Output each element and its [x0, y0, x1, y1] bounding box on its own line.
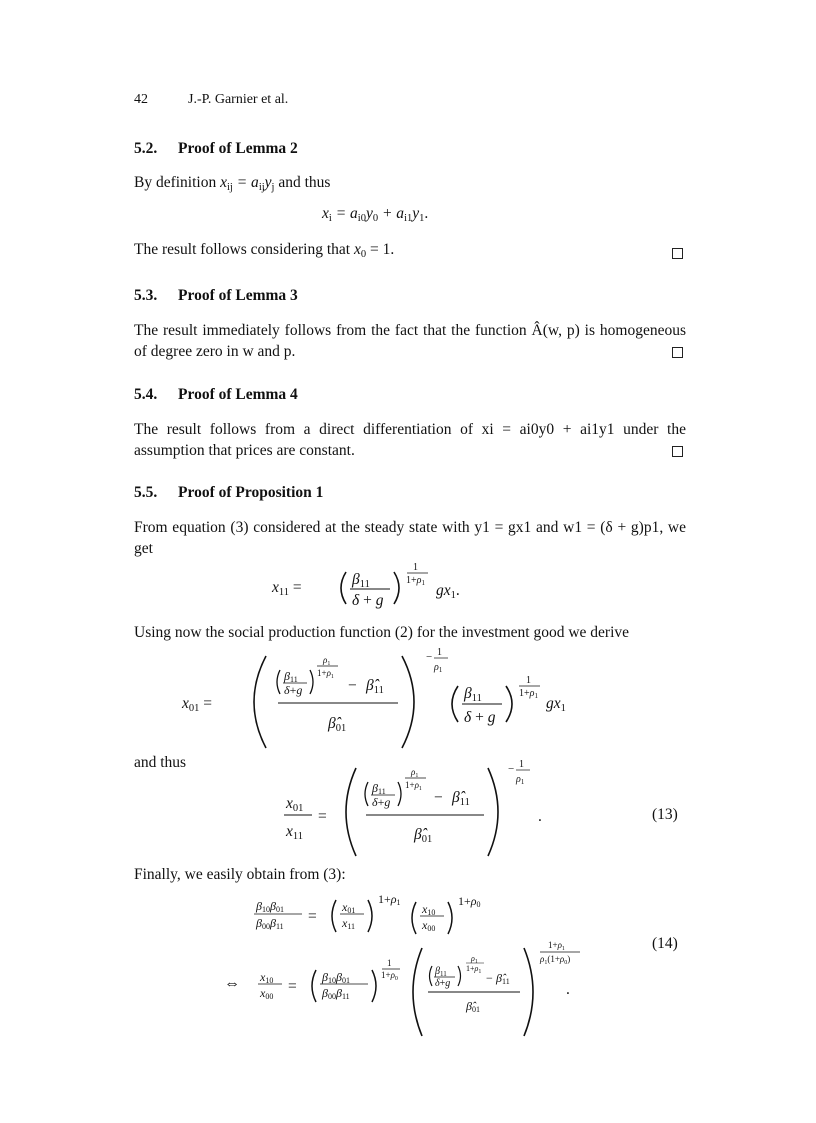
section-title: Proof of Lemma 2	[178, 140, 298, 157]
section-number: 5.4.	[134, 386, 158, 403]
section-heading-5-4	[134, 386, 298, 404]
svg-text:δ+g: δ+g	[435, 978, 451, 989]
svg-text:β̂11: β̂11	[366, 677, 384, 696]
svg-text:gx1: gx1	[546, 695, 566, 714]
page-number: 42	[134, 92, 148, 107]
finally-line: Finally, we easily obtain from (3):	[134, 866, 346, 883]
equation-x11	[270, 562, 530, 612]
svg-text:β̂11: β̂11	[496, 971, 510, 986]
svg-text:ρ1: $\rho_1$	[323, 655, 331, 667]
svg-text:β10β01: β10β01	[256, 899, 284, 914]
svg-text:x10: x10	[422, 902, 436, 917]
svg-text:β00β11: β00β11	[256, 916, 284, 931]
equation-label-13: (13)	[652, 806, 678, 823]
section-heading-5-5	[134, 484, 323, 502]
section-number: 5.5.	[134, 484, 158, 501]
svg-text:ρ1: $\rho_1$	[434, 662, 443, 674]
svg-text:1+ρ1: $1+\rho_1$	[317, 668, 334, 680]
svg-text:−: −	[508, 763, 515, 775]
svg-text:1: 1	[387, 958, 392, 968]
s55-intro: From equation (3) considered at the steady state with y1 = gx1 and w1 = (δ + g)p1, we get	[134, 519, 686, 557]
svg-text:1+ρ0: $1+\rho_0$	[381, 970, 398, 982]
svg-text:ρ1: $\rho_1$	[516, 774, 525, 786]
equation-14a	[250, 892, 530, 940]
s52-intro-a: By definition	[134, 174, 217, 191]
svg-text:1+ρ1: $1+\rho_1$	[519, 688, 538, 700]
svg-text:1: 1	[526, 675, 531, 686]
section-heading-5-2	[134, 140, 298, 158]
svg-text:1+ρ1: 1+ρ1	[378, 892, 401, 907]
svg-text:1+ρ1: $1+\rho_1$	[548, 940, 565, 952]
svg-text:1+ρ1: $1+\rho_1$	[406, 575, 425, 587]
section-heading-5-3	[134, 287, 298, 305]
svg-text:1+ρ0: 1+ρ0	[458, 894, 481, 909]
svg-text:1: 1	[413, 562, 418, 573]
qed-box	[672, 446, 683, 457]
section-title: Proof of Proposition 1	[178, 484, 324, 501]
svg-text:β00β11: β00β11	[322, 986, 350, 1001]
svg-text:=: =	[308, 908, 317, 925]
and-thus-line: and thus	[134, 754, 187, 771]
svg-text:.: .	[538, 808, 542, 825]
svg-text:−: −	[426, 651, 433, 663]
svg-text:β̂01: β̂01	[328, 715, 347, 734]
svg-text:.: .	[566, 981, 570, 998]
svg-text:x00: x00	[260, 986, 274, 1001]
svg-text:1+ρ1: $1+\rho_1$	[466, 964, 482, 975]
s52-result-line: The result follows considering that $x_0 = 1$.	[134, 241, 395, 260]
equation-label-14: (14)	[652, 935, 678, 952]
svg-text:x01 =: x01 =	[182, 695, 213, 714]
xij-definition: $x_{ij} = a_{ij}y_j$	[220, 174, 275, 193]
svg-text:1+ρ1: $1+\rho_1$	[405, 780, 422, 792]
svg-text:=: =	[288, 978, 297, 995]
svg-text:δ+g: δ+g	[372, 795, 391, 809]
svg-text:β̂01: β̂01	[466, 999, 480, 1014]
running-head	[134, 92, 288, 108]
svg-text:x01: x01	[342, 900, 356, 915]
qed-box	[672, 248, 683, 259]
svg-text:x01: x01	[286, 795, 304, 814]
svg-text:β10β01: β10β01	[322, 970, 350, 985]
section-number: 5.2.	[134, 140, 158, 157]
svg-text:β11: β11	[284, 669, 298, 684]
svg-text:β11: β11	[352, 571, 370, 590]
section-title: Proof of Lemma 4	[178, 386, 298, 403]
svg-text:x11: x11	[286, 823, 304, 842]
svg-text:β11: $\beta_{11}$	[435, 966, 447, 978]
svg-text:x10: x10	[260, 970, 274, 985]
svg-text:1: 1	[437, 647, 442, 658]
svg-text:ρ1: $\rho_1$	[471, 954, 478, 965]
svg-text:ρ1: $\rho_1$	[411, 767, 419, 779]
s52-intro-b: and thus	[278, 174, 331, 191]
svg-text:β11: β11	[372, 781, 386, 796]
svg-text:δ + g: δ + g	[352, 592, 384, 609]
svg-text:β̂01: β̂01	[414, 826, 433, 845]
svg-text:δ+g: δ+g	[284, 683, 303, 697]
equation-13-ratio	[282, 759, 582, 860]
s55-social-line: Using now the social production function (2) for the investment good we derive	[134, 624, 630, 641]
equation-x01	[180, 647, 600, 760]
svg-text:x11: x11	[342, 916, 356, 931]
svg-text:x11 =: x11 =	[272, 579, 302, 598]
s52-result-text: The result follows considering that	[134, 241, 351, 258]
section-number: 5.3.	[134, 287, 158, 304]
s52-intro-line	[134, 174, 330, 193]
svg-text:β̂11: β̂11	[452, 789, 470, 808]
s53-body: The result immediately follows from the fact that the function Â(w, p) is homogeneous of degree zero in w and p.	[134, 322, 686, 360]
svg-text:−: −	[348, 677, 357, 694]
equation-14b	[222, 938, 632, 1038]
equation-xi: $x_i = a_{i0}y_0 + a_{i1}y_1$.	[322, 205, 429, 224]
svg-text:δ + g: δ + g	[464, 709, 496, 726]
svg-text:gx1.: gx1.	[436, 582, 460, 601]
running-head-authors: J.-P. Garnier et al.	[188, 92, 289, 107]
section-title: Proof of Lemma 3	[178, 287, 298, 304]
svg-text:ρ1(1+ρ0): $\rho_1(1+\rho_0)$	[540, 954, 571, 966]
svg-text:1: 1	[519, 759, 524, 770]
svg-text:β11: β11	[464, 685, 482, 704]
svg-text:⇔: ⇔	[224, 975, 240, 992]
svg-text:−: −	[434, 789, 443, 806]
s54-body: The result follows from a direct differentiation of xi = ai0y0 + ai1y1 under the assumption that prices are constant.	[134, 421, 686, 459]
svg-text:=: =	[318, 808, 327, 825]
svg-text:−: −	[486, 971, 493, 985]
svg-text:x00: x00	[422, 918, 436, 933]
qed-box	[672, 347, 683, 358]
